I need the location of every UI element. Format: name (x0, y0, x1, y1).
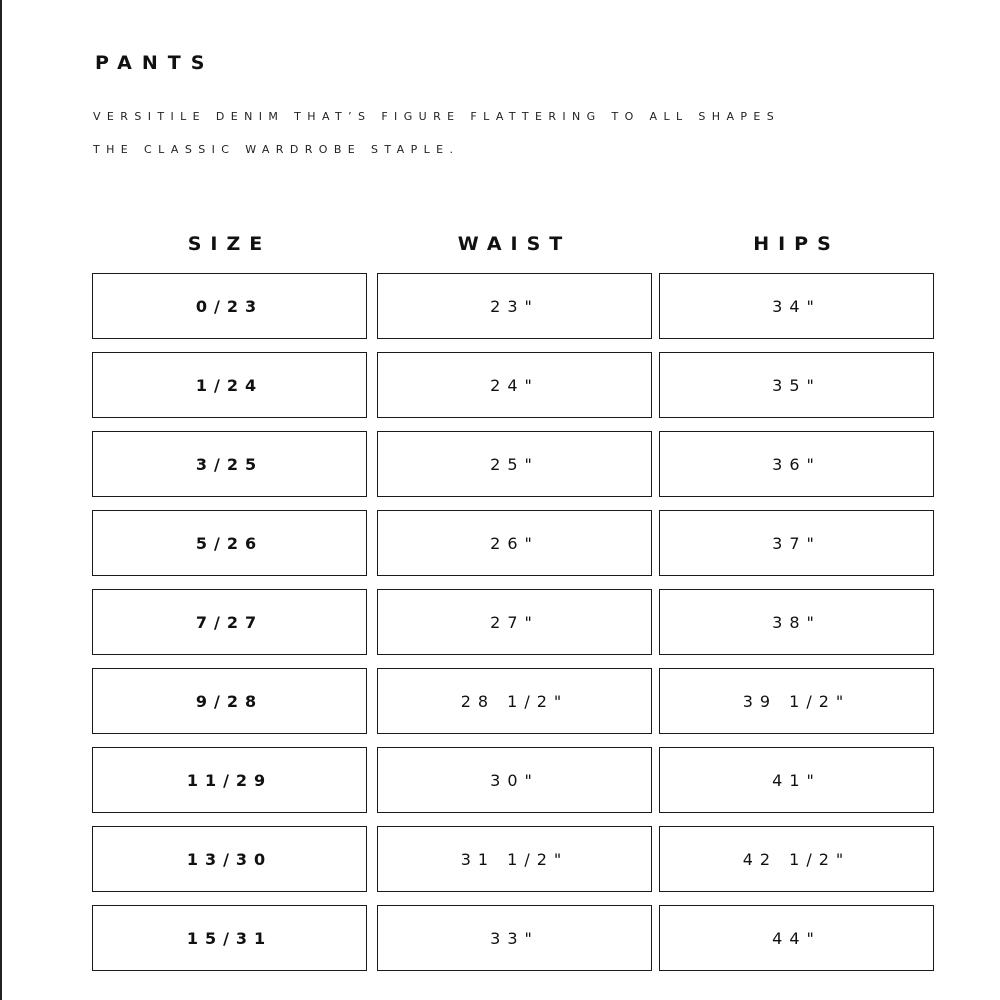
hips-cell: 39 1/2" (659, 668, 934, 734)
description-line-1: VERSITILE DENIM THAT’S FIGURE FLATTERING TO ALL SHAPES (93, 110, 781, 123)
size-cell: 3/25 (92, 431, 367, 497)
table-row (0, 352, 1000, 418)
size-cell: 0/23 (92, 273, 367, 339)
waist-cell: 26" (377, 510, 652, 576)
page-title: PANTS (95, 52, 215, 74)
table-row (0, 431, 1000, 497)
table-row (0, 826, 1000, 892)
hips-cell: 38" (659, 589, 934, 655)
column-header-hips: HIPS (753, 233, 840, 255)
waist-cell: 24" (377, 352, 652, 418)
waist-cell: 27" (377, 589, 652, 655)
waist-cell: 28 1/2" (377, 668, 652, 734)
size-cell: 7/27 (92, 589, 367, 655)
column-header-size: SIZE (187, 233, 272, 255)
waist-cell: 33" (377, 905, 652, 971)
description-line-2: THE CLASSIC WARDROBE STAPLE. (93, 143, 460, 156)
table-row (0, 273, 1000, 339)
table-row (0, 510, 1000, 576)
hips-cell: 41" (659, 747, 934, 813)
hips-cell: 34" (659, 273, 934, 339)
size-cell: 9/28 (92, 668, 367, 734)
waist-cell: 23" (377, 273, 652, 339)
hips-cell: 44" (659, 905, 934, 971)
size-cell: 5/26 (92, 510, 367, 576)
size-cell: 11/29 (92, 747, 367, 813)
size-cell: 13/30 (92, 826, 367, 892)
table-row (0, 747, 1000, 813)
hips-cell: 42 1/2" (659, 826, 934, 892)
table-row (0, 905, 1000, 971)
table-row (0, 668, 1000, 734)
size-cell: 1/24 (92, 352, 367, 418)
waist-cell: 30" (377, 747, 652, 813)
hips-cell: 35" (659, 352, 934, 418)
column-header-waist: WAIST (457, 233, 572, 255)
size-cell: 15/31 (92, 905, 367, 971)
hips-cell: 36" (659, 431, 934, 497)
waist-cell: 31 1/2" (377, 826, 652, 892)
table-row (0, 589, 1000, 655)
waist-cell: 25" (377, 431, 652, 497)
hips-cell: 37" (659, 510, 934, 576)
